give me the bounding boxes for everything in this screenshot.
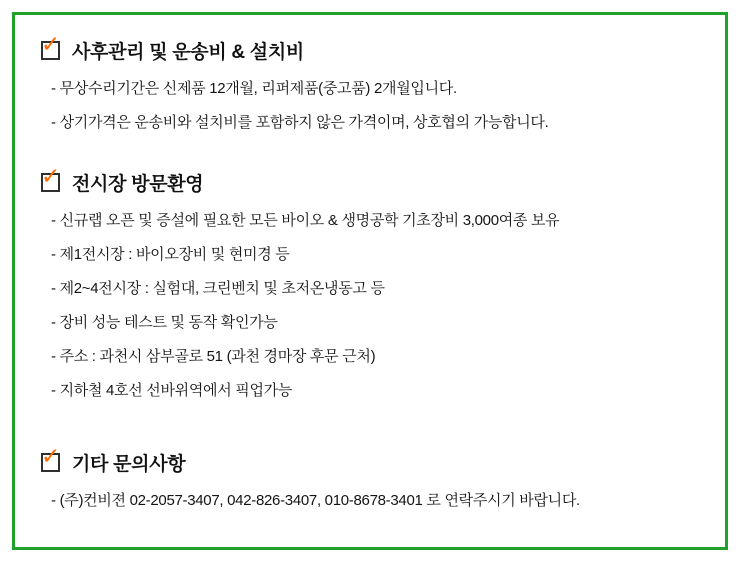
section-header (41, 444, 699, 476)
body-line: - 신규랩 오픈 및 증설에 필요한 모든 바이오 & 생명공학 기초장비 3,000여종 보유 (51, 212, 560, 229)
section-header (41, 32, 699, 64)
section-title: 전시장 방문환영 (72, 174, 204, 195)
section-title: 사후관리 및 운송비 & 설치비 (72, 42, 304, 63)
body-line: - 제1전시장 : 바이오장비 및 현미경 등 (51, 246, 290, 263)
section-body (41, 210, 699, 401)
body-line: - 상기가격은 운송비와 설치비를 포함하지 않은 가격이며, 상호협의 가능합니다. (51, 114, 549, 131)
checkbox-checked-icon: ✓ (41, 32, 61, 58)
section-after-service (41, 32, 699, 133)
section-body (41, 78, 699, 133)
body-line: - 지하철 4호선 선바위역에서 픽업가능 (51, 382, 293, 399)
body-line: - 제2~4전시장 : 실험대, 크린벤치 및 초저온냉동고 등 (51, 280, 385, 297)
section-title: 기타 문의사항 (72, 454, 186, 475)
section-body (41, 490, 699, 511)
section-header (41, 164, 699, 196)
body-line: - 장비 성능 테스트 및 동작 확인가능 (51, 314, 278, 331)
section-inquiry (41, 444, 699, 511)
checkbox-checked-icon: ✓ (41, 444, 61, 470)
body-line: - (주)컨비젼 02-2057-3407, 042-826-3407, 010-8678-3401 로 연락주시기 바랍니다. (51, 492, 580, 509)
content-frame (12, 12, 728, 550)
section-showroom (41, 164, 699, 401)
checkbox-checked-icon: ✓ (41, 164, 61, 190)
body-line: - 무상수리기간은 신제품 12개월, 리퍼제품(중고품) 2개월입니다. (51, 80, 457, 97)
body-line: - 주소 : 과천시 삼부골로 51 (과천 경마장 후문 근처) (51, 348, 376, 365)
